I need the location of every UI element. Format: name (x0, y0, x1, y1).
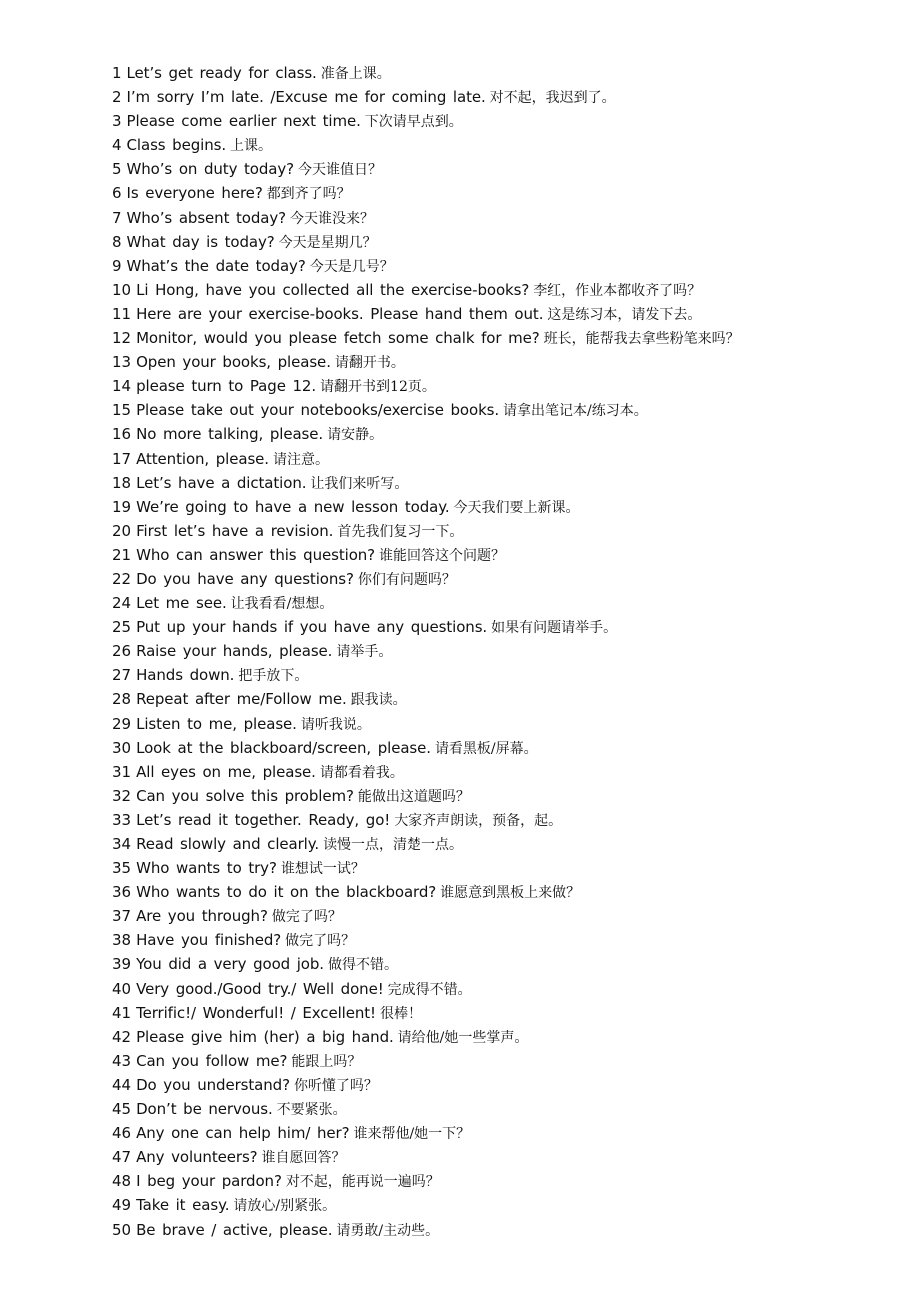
list-item (112, 519, 902, 543)
chinese-text: 班长，能帮我去拿些粉笔来吗？ (543, 331, 740, 348)
item-number: 48 (112, 1172, 132, 1191)
english-text: What’s the date today? (126, 256, 306, 275)
english-text: Do you understand? (136, 1075, 290, 1094)
chinese-text: 今天是星期几？ (278, 234, 377, 251)
chinese-text: 请翻开书。 (334, 355, 405, 372)
item-number: 45 (112, 1100, 132, 1119)
item-number: 10 (112, 280, 132, 299)
list-item (112, 880, 902, 904)
item-number: 26 (112, 642, 132, 661)
chinese-text: 谁自愿回答？ (261, 1150, 346, 1167)
chinese-text: 都到齐了吗？ (266, 186, 351, 203)
chinese-text: 请给他/她一些掌声。 (397, 1029, 529, 1046)
list-item (112, 1097, 902, 1121)
english-text: Can you follow me? (136, 1051, 288, 1070)
english-text: Repeat after me/Follow me. (136, 690, 347, 709)
list-item (112, 326, 902, 350)
english-text: Here are your exercise-books. Please hand them out. (136, 304, 544, 323)
item-number: 24 (112, 594, 132, 613)
list-item (112, 832, 902, 856)
chinese-text: 读慢一点，清楚一点。 (323, 837, 464, 853)
item-number: 27 (112, 666, 132, 685)
chinese-text: 不要紧张。 (276, 1102, 347, 1119)
item-number: 25 (112, 618, 132, 637)
english-text: Have you finished? (136, 931, 282, 950)
item-number: 46 (112, 1124, 132, 1143)
item-number: 8 (112, 232, 122, 251)
english-text: Terrific!/ Wonderful! / Excellent! (136, 1003, 376, 1022)
english-text: I beg your pardon? (136, 1172, 282, 1191)
item-number: 33 (112, 810, 132, 829)
list-item (112, 181, 902, 205)
chinese-text: 很棒！ (379, 1005, 422, 1022)
item-number: 49 (112, 1196, 132, 1215)
chinese-text: 请拿出笔记本/练习本。 (503, 403, 648, 420)
list-item (112, 1145, 902, 1169)
list-item (112, 398, 902, 422)
chinese-text: 今天我们要上新课。 (453, 499, 580, 516)
list-item (112, 904, 902, 928)
chinese-text: 大家齐声朗读，预备，起。 (394, 812, 563, 829)
list-item (112, 928, 902, 952)
english-text: Attention, please. (136, 449, 269, 468)
list-item (112, 591, 902, 615)
list-item (112, 1049, 902, 1073)
chinese-text: 能跟上吗？ (291, 1053, 362, 1070)
chinese-text: 做完了吗？ (271, 909, 342, 926)
chinese-text: 能做出这道题吗？ (357, 788, 470, 805)
list-item (112, 1193, 902, 1217)
list-item (112, 784, 902, 808)
english-text: Who can answer this question? (136, 545, 376, 564)
chinese-text: 请注意。 (272, 451, 329, 468)
list-item (112, 952, 902, 976)
english-text: No more talking, please. (136, 425, 324, 444)
list-item (112, 567, 902, 591)
english-text: Take it easy. (136, 1196, 230, 1215)
list-item (112, 447, 902, 471)
item-number: 30 (112, 738, 132, 757)
item-number: 12 (112, 329, 132, 348)
chinese-text: 准备上课。 (320, 66, 391, 82)
chinese-text: 请勇敢/主动些。 (336, 1222, 440, 1239)
english-text: Look at the blackboard/screen, please. (136, 738, 431, 757)
list-item (112, 1218, 902, 1242)
item-number: 35 (112, 859, 132, 878)
english-text: You did a very good job. (136, 955, 324, 974)
english-text: Let me see. (136, 594, 227, 613)
item-number: 15 (112, 401, 132, 420)
chinese-text: 请翻开书到12页。 (320, 379, 436, 396)
item-number: 36 (112, 883, 132, 902)
item-number: 40 (112, 979, 132, 998)
list-item (112, 808, 902, 832)
item-number: 9 (112, 256, 122, 275)
list-item (112, 856, 902, 880)
item-number: 20 (112, 521, 132, 540)
list-item (112, 254, 902, 278)
chinese-text: 请举手。 (336, 644, 393, 661)
item-number: 32 (112, 786, 132, 805)
list-item (112, 615, 902, 639)
chinese-text: 谁能回答这个问题？ (379, 547, 506, 564)
list-item (112, 302, 902, 326)
item-number: 13 (112, 353, 132, 372)
list-item (112, 1001, 902, 1025)
chinese-text: 请安静。 (327, 427, 384, 444)
item-number: 11 (112, 304, 132, 323)
list-item (112, 495, 902, 519)
english-text: Are you through? (136, 907, 268, 926)
english-text: Monitor, would you please fetch some chalk for me? (136, 329, 540, 348)
list-item (112, 1121, 902, 1145)
list-item (112, 350, 902, 374)
item-number: 7 (112, 208, 122, 227)
list-item (112, 1073, 902, 1097)
item-number: 28 (112, 690, 132, 709)
english-text: Any one can help him/ her? (136, 1124, 350, 1143)
list-item (112, 374, 902, 398)
english-text: We’re going to have a new lesson today. (136, 497, 450, 516)
list-item (112, 157, 902, 181)
english-text: Who’s on duty today? (126, 160, 295, 179)
list-item (112, 206, 902, 230)
chinese-text: 请放心/别紧张。 (233, 1198, 337, 1215)
english-text: Who’s absent today? (126, 208, 287, 227)
item-number: 47 (112, 1148, 132, 1167)
list-item (112, 760, 902, 784)
chinese-text: 谁来帮他/她一下？ (353, 1126, 471, 1143)
item-number: 6 (112, 184, 122, 203)
item-number: 37 (112, 907, 132, 926)
english-text: What day is today? (126, 232, 275, 251)
english-text: Any volunteers? (136, 1148, 258, 1167)
list-item (112, 712, 902, 736)
item-number: 39 (112, 955, 132, 974)
item-number: 18 (112, 473, 132, 492)
english-text: Please give him (her) a big hand. (136, 1027, 394, 1046)
chinese-text: 今天是几号？ (309, 258, 394, 275)
item-number: 19 (112, 497, 132, 516)
english-text: Be brave / active, please. (136, 1220, 333, 1239)
chinese-text: 你听懂了吗？ (293, 1077, 378, 1094)
item-number: 43 (112, 1051, 132, 1070)
chinese-text: 下次请早点到。 (364, 114, 463, 131)
english-text: All eyes on me, please. (136, 762, 316, 781)
chinese-text: 谁想试一试？ (280, 861, 365, 878)
english-text: First let’s have a revision. (136, 521, 334, 540)
chinese-text: 请听我说。 (300, 716, 371, 733)
item-number: 1 (112, 64, 122, 82)
item-number: 16 (112, 425, 132, 444)
item-number: 44 (112, 1075, 132, 1094)
chinese-text: 完成得不错。 (387, 981, 472, 998)
item-number: 2 (112, 88, 122, 107)
english-text: Who wants to do it on the blackboard? (136, 883, 437, 902)
english-text: please turn to Page 12. (136, 377, 317, 396)
english-text: Listen to me, please. (136, 714, 297, 733)
list-item (112, 85, 902, 109)
list-item (112, 422, 902, 446)
chinese-text: 跟我读。 (350, 692, 407, 709)
english-text: Who wants to try? (136, 859, 277, 878)
english-text: Class begins. (126, 136, 227, 155)
item-number: 21 (112, 545, 132, 564)
english-text: Put up your hands if you have any questions. (136, 618, 488, 637)
chinese-text: 让我看看/想想。 (230, 596, 334, 613)
english-text: Hands down. (136, 666, 235, 685)
item-number: 29 (112, 714, 132, 733)
item-number: 17 (112, 449, 132, 468)
list-item (112, 687, 902, 711)
item-number: 5 (112, 160, 122, 179)
english-text: Li Hong, have you collected all the exercise-books? (136, 280, 530, 299)
english-text: Don’t be nervous. (136, 1100, 273, 1119)
list-item (112, 278, 902, 302)
item-number: 14 (112, 377, 132, 396)
chinese-text: 谁愿意到黑板上来做？ (440, 885, 581, 902)
chinese-text: 让我们来听写。 (310, 475, 409, 492)
phrase-list (112, 61, 902, 1242)
item-number: 3 (112, 112, 122, 131)
english-text: Read slowly and clearly. (136, 835, 320, 853)
english-text: Please take out your notebooks/exercise books. (136, 401, 500, 420)
english-text: Very good./Good try./ Well done! (136, 979, 384, 998)
list-item (112, 61, 902, 85)
list-item (112, 109, 902, 133)
chinese-text: 今天谁值日？ (298, 162, 383, 179)
chinese-text: 做完了吗？ (285, 933, 356, 950)
english-text: Let’s get ready for class. (126, 64, 317, 82)
list-item (112, 977, 902, 1001)
list-item (112, 471, 902, 495)
item-number: 22 (112, 569, 132, 588)
chinese-text: 今天谁没来？ (290, 210, 375, 227)
item-number: 50 (112, 1220, 132, 1239)
english-text: Let’s read it together. Ready, go! (136, 810, 391, 829)
chinese-text: 请看黑板/屏幕。 (434, 740, 538, 757)
list-item (112, 543, 902, 567)
english-text: Can you solve this problem? (136, 786, 354, 805)
chinese-text: 如果有问题请举手。 (491, 620, 618, 637)
english-text: Please come earlier next time. (126, 112, 361, 131)
chinese-text: 对不起，能再说一遍吗？ (285, 1174, 440, 1191)
item-number: 42 (112, 1027, 132, 1046)
english-text: I’m sorry I’m late. /Excuse me for coming late. (126, 88, 486, 107)
english-text: Open your books, please. (136, 353, 331, 372)
item-number: 38 (112, 931, 132, 950)
chinese-text: 你们有问题吗？ (357, 571, 456, 588)
item-number: 31 (112, 762, 132, 781)
item-number: 34 (112, 835, 132, 853)
list-item (112, 230, 902, 254)
english-text: Let’s have a dictation. (136, 473, 307, 492)
english-text: Do you have any questions? (136, 569, 354, 588)
chinese-text: 做得不错。 (327, 957, 398, 974)
list-item (112, 1025, 902, 1049)
chinese-text: 首先我们复习一下。 (337, 523, 464, 540)
english-text: Raise your hands, please. (136, 642, 333, 661)
chinese-text: 请都看着我。 (319, 764, 404, 781)
item-number: 41 (112, 1003, 132, 1022)
list-item (112, 1169, 902, 1193)
list-item (112, 133, 902, 157)
list-item (112, 736, 902, 760)
chinese-text: 李红，作业本都收齐了吗？ (533, 282, 702, 299)
chinese-text: 把手放下。 (238, 668, 309, 685)
chinese-text: 这是练习本，请发下去。 (547, 306, 702, 323)
item-number: 4 (112, 136, 122, 155)
chinese-text: 对不起，我迟到了。 (489, 90, 616, 107)
list-item (112, 639, 902, 663)
english-text: Is everyone here? (126, 184, 263, 203)
chinese-text: 上课。 (230, 138, 273, 155)
list-item (112, 663, 902, 687)
